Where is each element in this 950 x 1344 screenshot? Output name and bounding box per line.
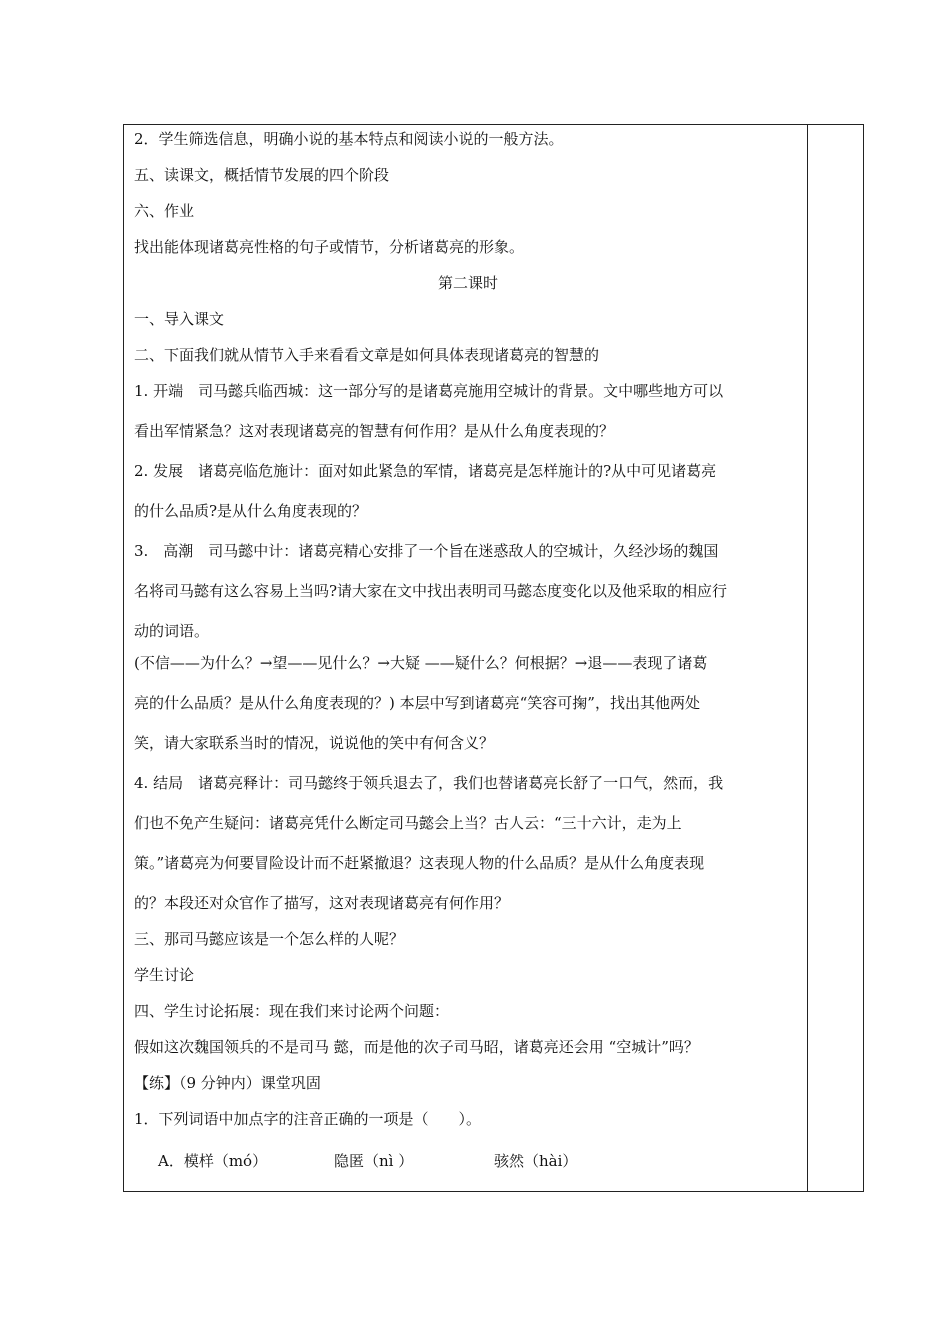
text-line: 1. 开端 司马懿兵临西城：这一部分写的是诸葛亮施用空城计的背景。文中哪些地方可以 bbox=[134, 382, 724, 400]
section-heading: 四、学生讨论拓展：现在我们来讨论两个问题： bbox=[134, 1002, 450, 1020]
text-line: 策。”诸葛亮为何要冒险设计而不赶紧撤退？这表现人物的什么品质？是从什么角度表现 bbox=[134, 854, 705, 872]
option-item: A．模样（mó） bbox=[158, 1152, 268, 1170]
option-item: 隐匿（nì ） bbox=[334, 1152, 414, 1170]
section-heading: 六、作业 bbox=[134, 202, 195, 220]
option-item: 骇然（hài） bbox=[494, 1152, 578, 1170]
question-line: 1．下列词语中加点字的注音正确的一项是（ ）。 bbox=[134, 1110, 482, 1128]
lesson-title: 第二课时 bbox=[437, 274, 498, 292]
section-heading: 五、读课文，概括情节发展的四个阶段 bbox=[134, 166, 390, 184]
text-line: 动的词语。 bbox=[134, 622, 210, 640]
text-line: 2. 发展 诸葛亮临危施计：面对如此紧急的军情，诸葛亮是怎样施计的?从中可见诸葛亮 bbox=[134, 462, 717, 480]
text-line: 的？本段还对众官作了描写，这对表现诸葛亮有何作用？ bbox=[134, 894, 510, 912]
text-line: 假如这次魏国领兵的不是司马 懿，而是他的次子司马昭，诸葛亮还会用 “空城计”吗？ bbox=[134, 1038, 699, 1056]
text-line: 们也不免产生疑问：诸葛亮凭什么断定司马懿会上当？古人云：“三十六计，走为上 bbox=[134, 814, 682, 832]
exercise-heading: 【练】（9 分钟内）课堂巩固 bbox=[134, 1074, 321, 1092]
text-line: 找出能体现诸葛亮性格的句子或情节，分析诸葛亮的形象。 bbox=[134, 238, 525, 256]
text-line: 2．学生筛选信息，明确小说的基本特点和阅读小说的一般方法。 bbox=[134, 130, 564, 148]
text-line: 4. 结局 诸葛亮释计：司马懿终于领兵退去了，我们也替诸葛亮长舒了一口气，然而，我 bbox=[134, 774, 724, 792]
text-line: 亮的什么品质？是从什么角度表现的？) 本层中写到诸葛亮“笑容可掬”，找出其他两处 bbox=[134, 694, 700, 712]
text-line: 的什么品质?是从什么角度表现的？ bbox=[134, 502, 368, 520]
text-line: 看出军情紧急？这对表现诸葛亮的智慧有何作用？是从什么角度表现的？ bbox=[134, 422, 615, 440]
section-heading: 一、导入课文 bbox=[134, 310, 225, 328]
text-line: (不信——为什么？→望——见什么？→大疑 ——疑什么？何根据？→退——表现了诸葛 bbox=[134, 654, 708, 672]
text-line: 学生讨论 bbox=[134, 966, 195, 984]
column-divider bbox=[807, 125, 808, 1191]
text-line: 3. 高潮 司马懿中计：诸葛亮精心安排了一个旨在迷惑敌人的空城计，久经沙场的魏国 bbox=[134, 542, 719, 560]
section-heading: 二、下面我们就从情节入手来看看文章是如何具体表现诸葛亮的智慧的 bbox=[134, 346, 600, 364]
lesson-table bbox=[123, 124, 864, 1192]
answer-option-a bbox=[158, 1151, 826, 1171]
section-heading: 三、那司马懿应该是一个怎么样的人呢？ bbox=[134, 930, 405, 948]
text-line: 名将司马懿有这么容易上当吗?请大家在文中找出表明司马懿态度变化以及他采取的相应行 bbox=[134, 582, 728, 600]
text-line: 笑，请大家联系当时的情况，说说他的笑中有何含义？ bbox=[134, 734, 495, 752]
